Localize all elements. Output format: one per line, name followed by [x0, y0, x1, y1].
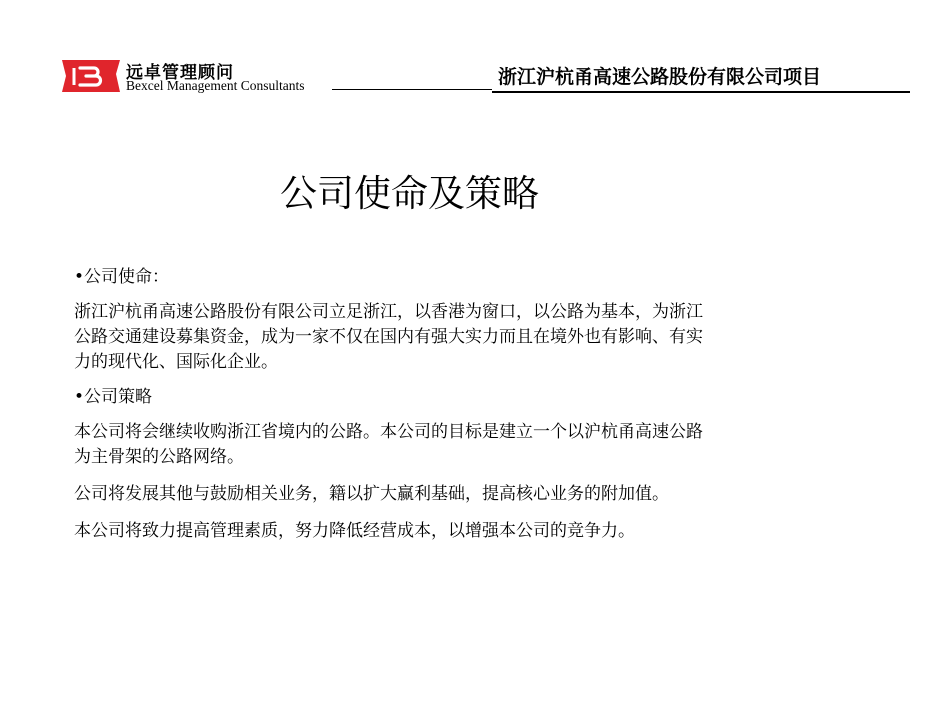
mission-paragraph	[74, 300, 864, 375]
logo-underline	[332, 89, 492, 90]
slide-content	[74, 265, 864, 544]
logo-chinese-name: 远卓管理顾问	[126, 63, 234, 83]
bexcel-logo-icon	[60, 56, 122, 96]
header-underline	[492, 91, 910, 93]
strategy-line: 本公司将致力提高管理素质，努力降低经营成本，以增强本公司的竞争力。	[74, 521, 635, 541]
mission-heading: •公司使命：	[74, 267, 170, 287]
strategy-paragraph-2	[74, 482, 864, 507]
strategy-heading: •公司策略	[74, 387, 153, 407]
strategy-paragraph-1	[74, 420, 864, 470]
project-title: 浙江沪杭甬高速公路股份有限公司项目	[498, 66, 822, 88]
strategy-paragraph-3	[74, 519, 864, 544]
strategy-line: 公司将发展其他与鼓励相关业务，籍以扩大赢利基础，提高核心业务的附加值。	[74, 484, 669, 504]
strategy-line: 本公司将会继续收购浙江省境内的公路。本公司的目标是建立一个以沪杭甬高速公路	[74, 422, 703, 442]
slide-title: 公司使命及策略	[280, 172, 539, 215]
logo-english-name: Bexcel Management Consultants	[126, 78, 305, 93]
mission-line: 公路交通建设募集资金，成为一家不仅在国内有强大实力而且在境外也有影响、有实	[74, 327, 703, 347]
mission-line: 力的现代化、国际化企业。	[74, 352, 278, 372]
strategy-line: 为主骨架的公路网络。	[74, 447, 244, 467]
company-logo	[60, 56, 350, 96]
mission-line: 浙江沪杭甬高速公路股份有限公司立足浙江，以香港为窗口，以公路为基本，为浙江	[74, 302, 703, 322]
